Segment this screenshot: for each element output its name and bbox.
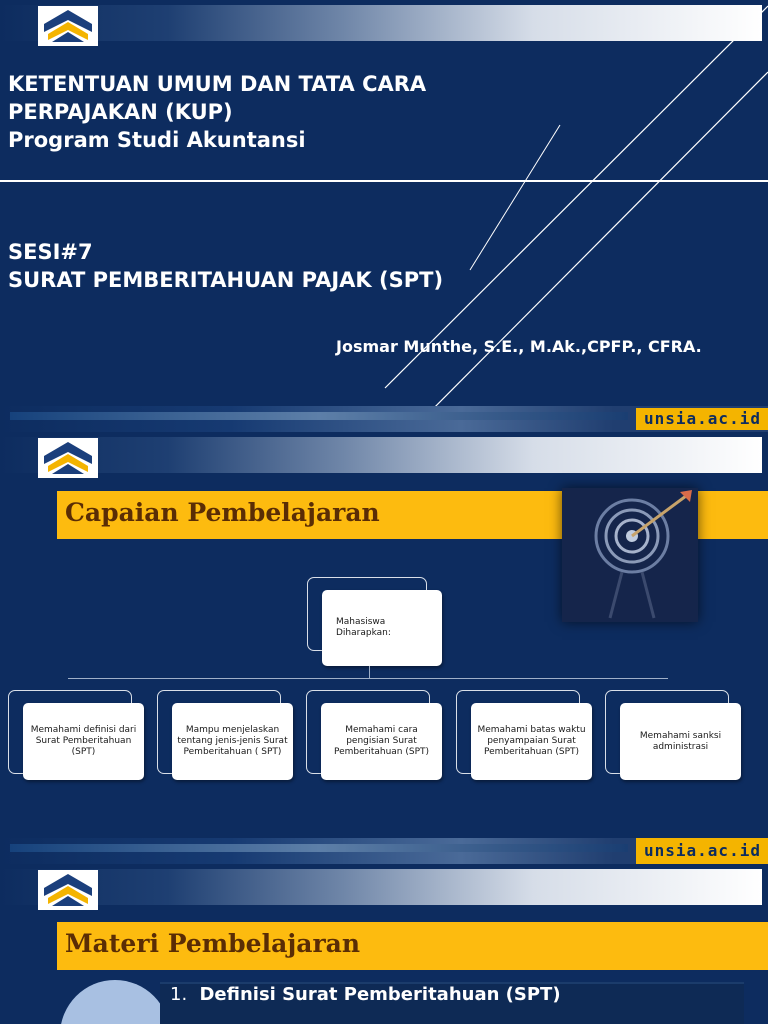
title-slide	[0, 0, 768, 432]
title-line: KETENTUAN UMUM DAN TATA CARA	[8, 72, 427, 96]
objective-label: Memahami sanksi administrasi	[639, 730, 722, 752]
banner-title: Capaian Pembelajaran	[65, 498, 380, 527]
header-bar	[0, 5, 762, 41]
item-text: Definisi Surat Pemberitahuan (SPT)	[199, 984, 561, 1005]
material-item	[160, 984, 561, 1005]
university-logo-icon	[38, 438, 98, 478]
objective-label: Mampu menjelaskan tentang jenis-jenis Surat Pemberitahuan ( SPT)	[177, 725, 288, 757]
connector	[68, 678, 668, 679]
connector	[369, 666, 370, 678]
session-number: SESI#7	[8, 240, 93, 264]
session-title	[8, 238, 443, 294]
objective-node	[620, 703, 741, 780]
session-topic: SURAT PEMBERITAHUAN PAJAK (SPT)	[8, 268, 444, 292]
target-image	[562, 488, 698, 622]
author-name: Josmar Munthe, S.E., M.Ak.,CPFP., CFRA.	[336, 337, 702, 356]
header-bar	[0, 437, 762, 473]
divider	[0, 180, 768, 182]
root-node	[322, 590, 442, 666]
root-node-label: Mahasiswa Diharapkan:	[336, 617, 391, 638]
title-line: PERPAJAKAN (KUP)	[8, 100, 233, 124]
objective-node	[23, 703, 144, 780]
objective-node	[172, 703, 293, 780]
objective-node	[321, 703, 442, 780]
university-logo-icon	[38, 6, 98, 46]
objective-label: Memahami batas waktu penyampaian Surat Pemberitahuan (SPT)	[477, 725, 586, 757]
program-line: Program Studi Akuntansi	[8, 128, 306, 152]
site-url: unsia.ac.id	[636, 408, 768, 430]
objective-node	[471, 703, 592, 780]
banner-title: Materi Pembelajaran	[65, 929, 361, 958]
header-bar	[0, 869, 762, 905]
site-url: unsia.ac.id	[636, 838, 768, 864]
dartboard-icon	[562, 488, 698, 622]
decorative-lines	[0, 0, 768, 432]
university-logo-icon	[38, 870, 98, 910]
objective-label: Memahami definisi dari Surat Pemberitahuan (SPT)	[30, 725, 137, 757]
decorative-circle	[60, 980, 170, 1024]
objective-label: Memahami cara pengisian Surat Pemberitahuan (SPT)	[333, 725, 430, 757]
item-number: 1.	[170, 984, 188, 1005]
section-banner	[57, 922, 768, 970]
learning-outcomes-slide	[0, 432, 768, 864]
learning-materials-slide	[0, 864, 768, 1024]
course-title	[8, 70, 426, 154]
